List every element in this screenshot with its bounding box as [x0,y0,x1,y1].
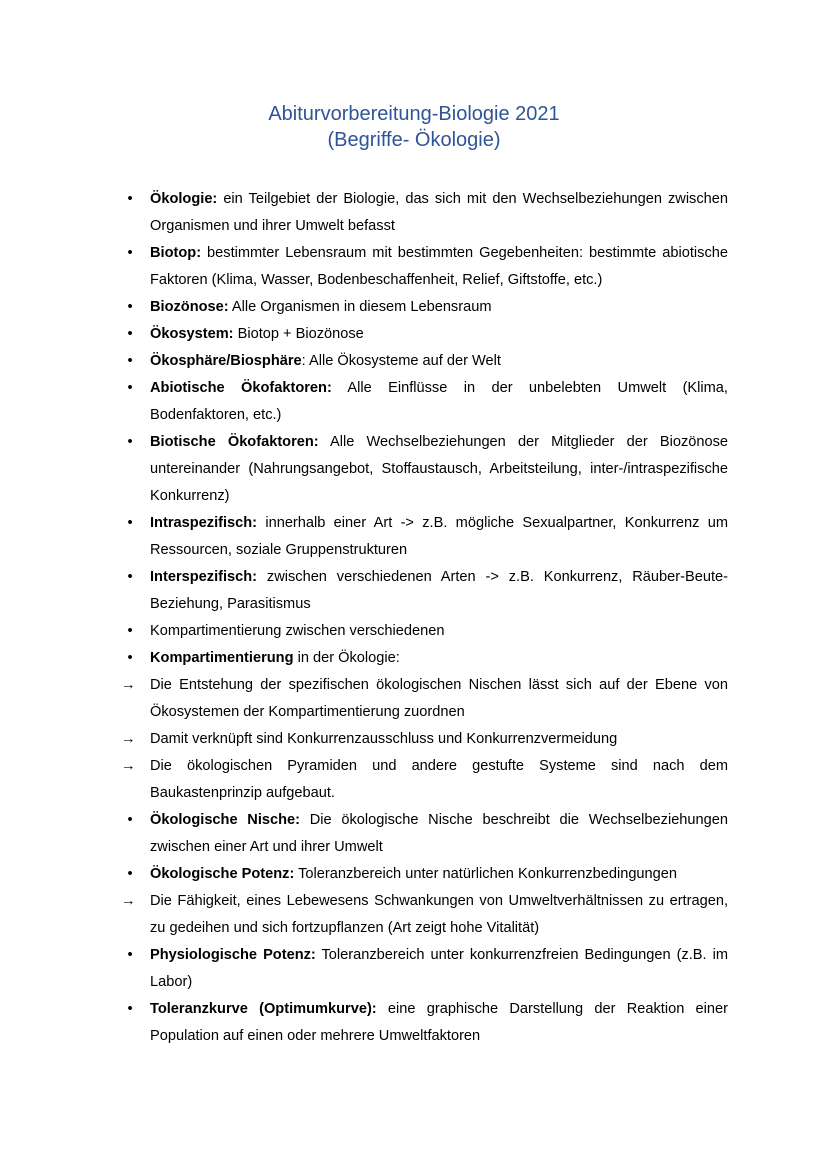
bullet-list-item [127,348,728,375]
term-label: Ökologische Nische: [150,812,301,828]
term-label: Interspezifisch: [150,569,258,585]
term-label: Biozönose: [150,299,229,315]
term-definition: Alle Einflüsse in der unbelebten Umwelt (Klima, Bodenfaktoren, etc.) [150,380,728,423]
arrow-list-item [121,672,728,726]
arrow-icon: → [121,677,136,693]
bullet-list-item [127,996,728,1050]
bullet-list-item [127,861,728,888]
bullet-icon: • [127,515,133,531]
bullet-list-item [127,294,728,321]
term-definition: Damit verknüpft sind Konkurrenzausschluss und Konkurrenzvermeidung [150,731,618,747]
term-label: Ökologische Potenz: [150,866,295,882]
term-definition: ein Teilgebiet der Biologie, das sich mit den Wechselbeziehungen zwischen Organismen und ihrer Umwelt befasst [150,191,728,234]
term-definition: Toleranzbereich unter natürlichen Konkurrenzbedingungen [294,866,678,882]
bullet-list-item [127,807,729,861]
bullet-list-item [127,321,728,348]
term-definition: Biotop + Biozönose [233,326,364,342]
term-definition: zwischen verschiedenen Arten -> z.B. Konkurrenz, Räuber-Beute-Beziehung, Parasitismus [150,569,728,612]
document-subtitle: (Begriffe- Ökologie) [327,129,501,151]
bullet-list-item [127,510,728,564]
term-definition: Die Entstehung der spezifischen ökologischen Nischen lässt sich auf der Ebene von Ökosystemen der Kompartimentierung zuordnen [150,677,728,720]
term-definition: Alle Organismen in diesem Lebensraum [228,299,492,315]
term-definition: innerhalb einer Art -> z.B. mögliche Sexualpartner, Konkurrenz um Ressourcen, soziale Gruppenstrukturen [150,515,728,558]
term-definition: eine graphische Darstellung der Reaktion einer Population auf einen oder mehrere Umweltfaktoren [150,1001,728,1044]
term-label: Ökologie: [150,191,218,207]
term-definition: Die ökologischen Pyramiden und andere gestufte Systeme sind nach dem Baukastenprinzip aufgebaut. [150,758,728,801]
term-definition: : Alle Ökosysteme auf der Welt [301,353,501,369]
bullet-icon: • [127,623,133,639]
bullet-icon: • [127,380,133,396]
bullet-list-item [127,942,728,996]
term-label: Abiotische Ökofaktoren: [150,380,332,396]
term-label: Ökosystem: [150,326,234,342]
term-label: Toleranzkurve (Optimumkurve): [150,1001,377,1017]
term-definition: Toleranzbereich unter konkurrenzfreien Bedingungen (z.B. im Labor) [150,947,728,990]
arrow-icon: → [121,758,136,774]
term-definition: Kompartimentierung zwischen verschiedenen [150,623,445,639]
arrow-list-item [121,888,728,942]
arrow-icon: → [121,731,136,747]
bullet-icon: • [127,191,133,207]
arrow-list-item [121,726,728,753]
arrow-list-item [121,753,728,807]
bullet-list-item [127,240,728,294]
bullet-list-item [127,645,728,672]
bullet-icon: • [127,299,133,315]
bullet-list-item [127,429,728,510]
bullet-list-item [127,618,728,645]
bullet-icon: • [127,353,133,369]
term-label: Physiologische Potenz: [150,947,316,963]
term-list [0,186,828,1050]
bullet-icon: • [127,245,133,261]
bullet-icon: • [127,569,133,585]
term-label: Ökosphäre/Biosphäre [150,353,302,369]
bullet-icon: • [127,434,133,450]
bullet-icon: • [127,1001,133,1017]
bullet-list-item [127,186,728,240]
term-definition: in der Ökologie: [293,650,400,666]
term-label: Kompartimentierung [150,650,294,666]
bullet-icon: • [127,812,133,828]
term-label: Biotische Ökofaktoren: [150,434,319,450]
bullet-icon: • [127,947,133,963]
term-label: Intraspezifisch: [150,515,258,531]
term-definition: Die ökologische Nische beschreibt die Wechselbeziehungen zwischen einer Art und ihrer Umwelt [150,812,729,855]
term-label: Biotop: [150,245,202,261]
bullet-icon: • [127,866,133,882]
document-title: Abiturvorbereitung-Biologie 2021 [268,103,560,125]
bullet-list-item [127,564,728,618]
term-definition: Die Fähigkeit, eines Lebewesens Schwankungen von Umweltverhältnissen zu ertragen, zu gedeihen und sich fortzupflanzen (Art zeigt hohe Vitalität) [150,893,728,936]
arrow-icon: → [121,893,136,909]
bullet-icon: • [127,326,133,342]
bullet-list-item [127,375,728,429]
bullet-icon: • [127,650,133,666]
term-definition: Alle Wechselbeziehungen der Mitglieder der Biozönose untereinander (Nahrungsangebot, Stoffaustausch, Arbeitsteilung, inter-/intraspezifische Konkurrenz) [150,434,728,504]
term-definition: bestimmter Lebensraum mit bestimmten Gegebenheiten: bestimmte abiotische Faktoren (Klima, Wasser, Bodenbeschaffenheit, Relief, Giftstoffe, etc.) [150,245,728,288]
